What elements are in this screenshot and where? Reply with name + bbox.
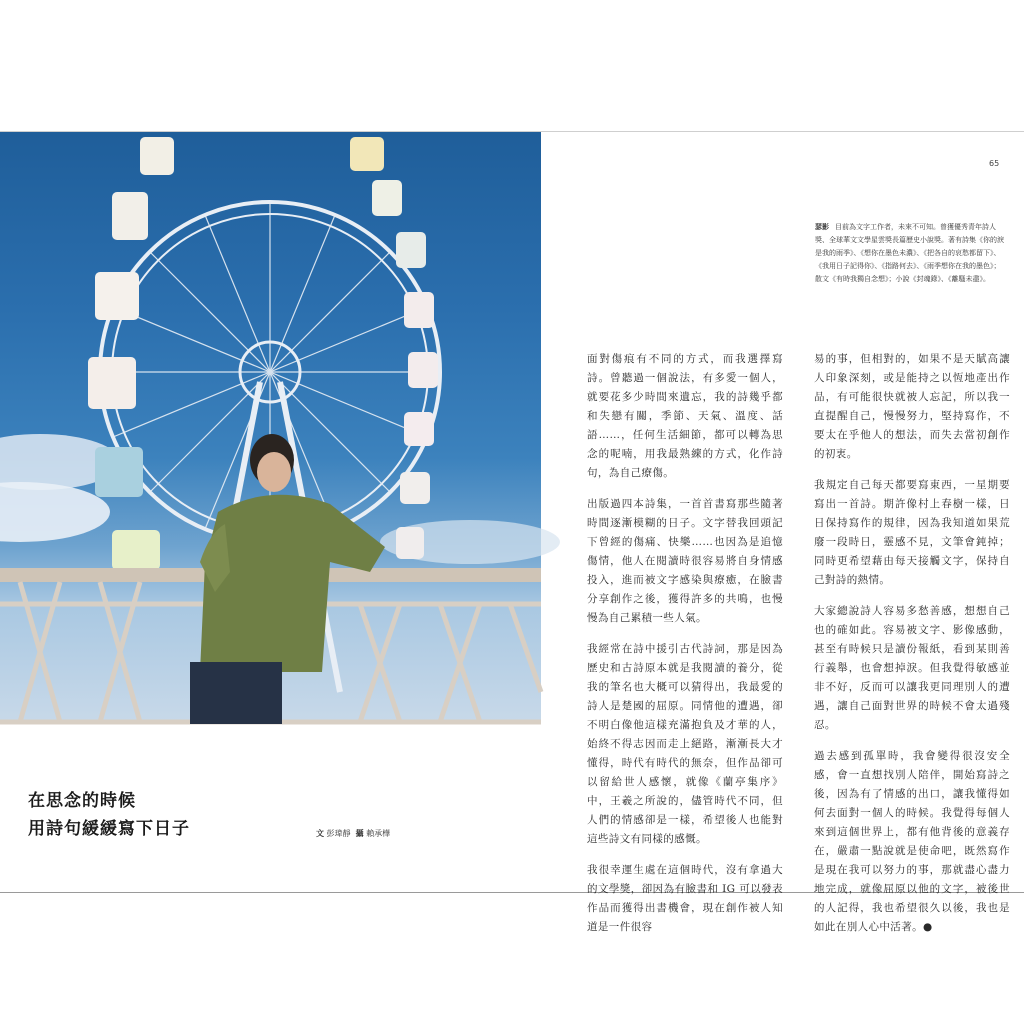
magazine-spread: [0, 131, 1024, 933]
right-page: [541, 132, 1024, 933]
ferris-wheel-photo: [0, 132, 541, 724]
page-number: 65: [989, 159, 1000, 168]
body-column-2: [814, 350, 1010, 949]
writer-label: 文: [316, 829, 324, 838]
photographer-name: 賴承樺: [366, 829, 391, 838]
paragraph: 易的事，但相對的，如果不是天賦高讓人印象深刻，或是能持之以恆地產出作品，有可能很快就被人忘記，所以我一直提醒自己，慢慢努力，堅持寫作，不要太在乎他人的想法，而失去當初創作的初衷。: [814, 353, 1010, 460]
photographer-label: 攝: [355, 829, 364, 838]
author-bio: [815, 220, 1005, 286]
left-page: [0, 132, 541, 892]
paragraph: 面對傷痕有不同的方式，而我選擇寫詩。曾聽過一個說法，有多愛一個人，就要花多少時間來遺忘，我的詩幾乎都和失戀有關，季節、天氣、溫度、話語……，任何生活細節，都可以轉為思念的呢喃，用我最熟練的方式，化作詩句，為自己療傷。: [587, 353, 783, 479]
writer-name: 彭瑋靜: [326, 829, 351, 838]
photo-illustration: [0, 132, 541, 724]
body-column-1: [587, 350, 783, 949]
paragraph: 大家總說詩人容易多愁善感，想想自己也的確如此。容易被文字、影像感動，甚至有時候只是讀份報紙，看到某則善行義舉，也會想掉淚。但我覺得敏感並非不好，反而可以讓我更同理別人的遭遇，讓自己面對世界的時候不會太過殘忍。: [814, 605, 1010, 731]
article-headline: [28, 787, 190, 843]
headline-line-2: 用詩句緩緩寫下日子: [28, 819, 190, 839]
byline: [316, 828, 390, 839]
paragraph: 過去感到孤單時，我會變得很沒安全感，會一直想找別人陪伴，開始寫詩之後，因為有了情感的出口，讓我懂得如何去面對一個人的時候。我覺得每個人來到這個世界上，都有他背後的意義存在，嚴肅一點說就是使命吧，既然寫作是現在我可以努力的事，那就盡心盡力地完成，就像屈原以他的文字，被後世的人記得，我也希望很久以後，我也是如此在別人心中活著。●: [814, 750, 1010, 933]
headline-line-1: 在思念的時候: [28, 791, 136, 811]
paragraph: 我很幸運生處在這個時代，沒有拿過大的文學獎，卻因為有臉書和 IG 可以發表作品而獲得出書機會，現在創作被人知道是一件很容: [587, 864, 783, 933]
paragraph: 我規定自己每天都要寫東西，一星期要寫出一首詩。期許像村上春樹一樣，日日保持寫作的規律，因為我知道如果荒廢一段時日，靈感不見，文筆會鈍掉；同時更希望藉由每天接觸文字，保持自己對詩的熱情。: [814, 479, 1010, 586]
paragraph: 出版過四本詩集，一首首書寫那些隨著時間逐漸模糊的日子。文字替我回頭記下曾經的傷痛、快樂……也因為是追憶傷情，他人在閱讀時很容易將自身情感投入，進而被文字感染與療癒，在臉書分享創作之後，獲得許多的共鳴，也慢慢為自己累積一些人氣。: [587, 498, 783, 624]
author-bio-text: 目前為文字工作者，未來不可知。曾獲優秀青年詩人獎、全球華文文學星雲獎長篇歷史小說獎。著有詩集《你的淚是我的雨季》、《想你在墨色未濃》、《把各自的哀愁都留下》、《我用日子記得你》、《指路何去》、《雨季想你在我的墨色》；散文《有時我獨自念想》；小說《封魂錄》、《離騷未盡》。: [815, 223, 1004, 283]
paragraph: 我經常在詩中援引古代詩詞，那是因為歷史和古詩原本就是我閱讀的養分，從我的筆名也大概可以猜得出，我最愛的詩人是楚國的屈原。同情他的遭遇，卻不明白像他這樣充滿抱負及才華的人，始終不得志因而走上絕路，漸漸長大才懂得，時代有時代的無奈，但作品卻可以留給世人感懷，就像《蘭亭集序》中，王羲之所說的，儘管時代不同，但人們的情感卻是一樣，希望後人也能對這些詩文有同樣的感慨。: [587, 643, 783, 845]
author-name: 瑟影: [815, 222, 829, 231]
